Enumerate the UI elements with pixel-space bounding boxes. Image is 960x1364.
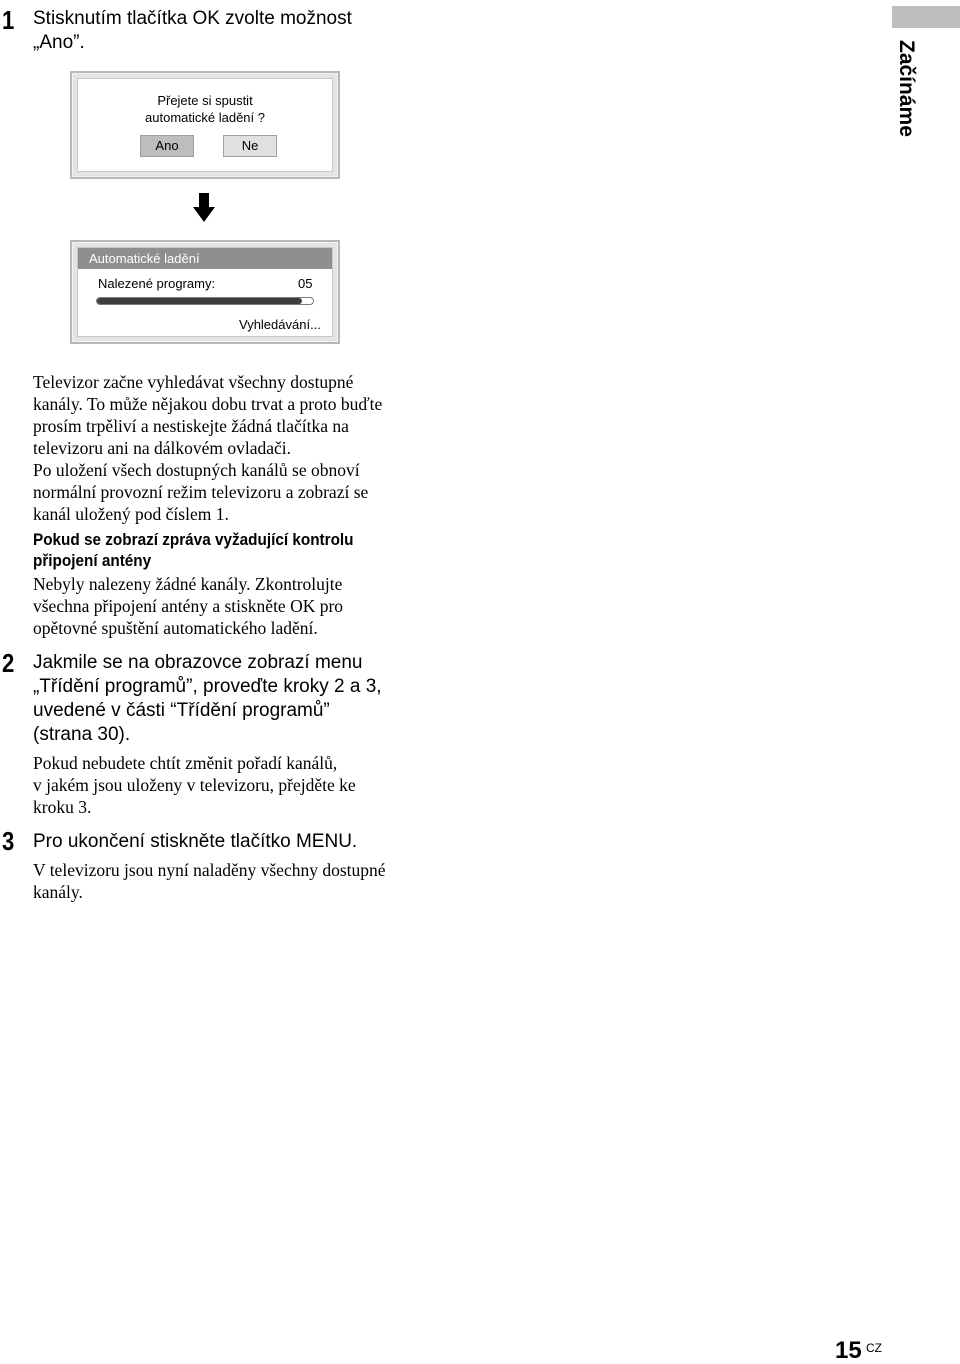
body-line: kanály.	[33, 882, 83, 902]
body-line: kroku 3.	[33, 797, 92, 817]
section-tab-label: Začínáme	[895, 40, 918, 137]
step-3-body	[33, 859, 413, 903]
section-tab-bar	[892, 6, 960, 28]
confirm-prompt-line: automatické ladění ?	[145, 110, 265, 125]
step-3-heading: Pro ukončení stiskněte tlačítko MENU.	[33, 831, 358, 852]
yes-button[interactable]: Ano	[140, 135, 194, 157]
step-2-number: 2	[2, 648, 15, 678]
antenna-note-heading	[33, 529, 375, 571]
step-1-body	[33, 371, 413, 525]
step-2-body	[33, 752, 413, 818]
step-1-heading-line: Stisknutím tlačítka OK zvolte možnost	[33, 8, 352, 29]
body-line: Nebyly nalezeny žádné kanály. Zkontrolujte	[33, 574, 343, 594]
body-line: kanály. To může nějakou dobu trvat a proto buďte	[33, 394, 383, 414]
arrow-down-icon	[193, 193, 215, 223]
step-2-heading-line: uvedené v části “Třídění programů”	[33, 700, 330, 721]
body-line: kanál uložený pod číslem 1.	[33, 504, 229, 524]
note-heading-line: připojení antény	[33, 551, 152, 570]
step-2-heading	[33, 651, 423, 747]
step-2-heading-line: Jakmile se na obrazovce zobrazí menu	[33, 652, 363, 673]
body-line: Pokud nebudete chtít změnit pořadí kanálů,	[33, 753, 338, 773]
auto-tuning-panel	[77, 247, 333, 337]
antenna-note-body	[33, 573, 413, 639]
body-line: prosím trpěliví a nestiskejte žádná tlačítka na	[33, 416, 349, 436]
tuning-progress-bar	[96, 297, 314, 305]
body-line: Televizor začne vyhledávat všechny dostupné	[33, 372, 354, 392]
note-heading-line: Pokud se zobrazí zpráva vyžadující kontrolu	[33, 530, 354, 549]
page-number: 15	[835, 1337, 862, 1364]
confirm-dialog-screen	[70, 71, 340, 179]
step-1-heading	[33, 7, 423, 55]
auto-tuning-screen	[70, 240, 340, 344]
found-programs-count: 05	[298, 276, 313, 291]
body-line: v jakém jsou uloženy v televizoru, přejděte ke	[33, 775, 356, 795]
step-1-number: 1	[2, 5, 15, 35]
body-line: V televizoru jsou nyní naladěny všechny dostupné	[33, 860, 386, 880]
tuning-status: Vyhledávání...	[239, 317, 321, 332]
found-programs-label: Nalezené programy:	[98, 276, 216, 291]
confirm-dialog	[77, 78, 333, 172]
tuning-progress-fill	[97, 298, 302, 304]
no-button[interactable]: Ne	[223, 135, 277, 157]
confirm-prompt-line: Přejete si spustit	[157, 93, 253, 108]
step-2-heading-line: „Třídění programů”, proveďte kroky 2 a 3,	[33, 676, 382, 697]
page-language-code: CZ	[866, 1341, 882, 1355]
body-line: opětovné spuštění automatického ladění.	[33, 618, 318, 638]
body-line: Po uložení všech dostupných kanálů se obnoví	[33, 460, 360, 480]
auto-tuning-title: Automatické ladění	[78, 248, 332, 269]
step-3-number: 3	[2, 826, 15, 856]
step-2-heading-line: (strana 30).	[33, 724, 131, 745]
body-line: všechna připojení antény a stiskněte OK pro	[33, 596, 344, 616]
body-line: televizoru ani na dálkovém ovladači.	[33, 438, 292, 458]
step-1-heading-line: „Ano”.	[33, 32, 85, 53]
body-line: normální provozní režim televizoru a zobrazí se	[33, 482, 369, 502]
